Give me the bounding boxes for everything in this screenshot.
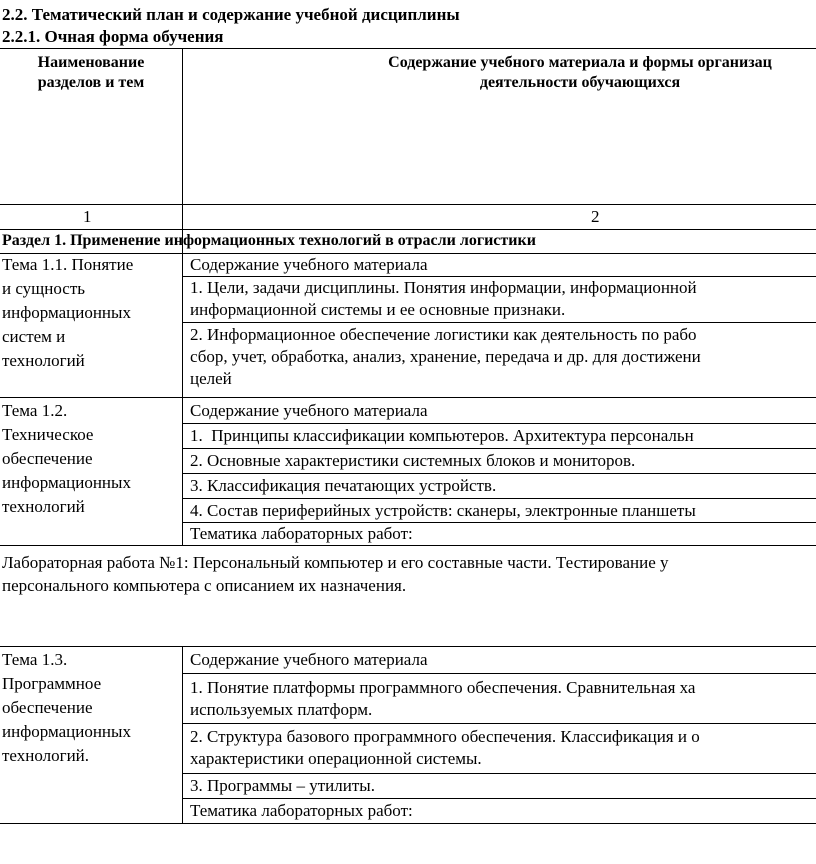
- topic-1-1-content-label: Содержание учебного материала: [190, 255, 428, 274]
- topic-1-1-item-2: 2. Информационное обеспечение логистики как деятельность по рабо сбор, учет, обработка, анализ, хранение, передача и др. для достижени целей: [190, 325, 701, 388]
- lab-work-1-text: Лабораторная работа №1: Персональный компьютер и его составные части. Тестирование у персонального компьютера с описанием их назначения.: [2, 553, 669, 595]
- header-col-content: Содержание учебного материала и формы организац деятельности обучающихся: [388, 54, 772, 91]
- topic-1-2-lab-label: Тематика лабораторных работ:: [190, 524, 413, 543]
- topic-1-2-title: Тема 1.2. Техническое обеспечение информационных технологий: [2, 401, 131, 516]
- topic-1-2-item-1: 1. Принципы классификации компьютеров. Архитектура персональн: [190, 426, 694, 445]
- topic-1-3-title: Тема 1.3. Программное обеспечение информационных технологий.: [2, 650, 131, 765]
- topic-1-3-lab-label: Тематика лабораторных работ:: [190, 801, 413, 820]
- topic-1-1-title: Тема 1.1. Понятие и сущность информационных систем и технологий: [2, 255, 134, 370]
- topic-1-3-content-label: Содержание учебного материала: [190, 650, 428, 669]
- topic-1-2-item-4: 4. Состав периферийных устройств: сканеры, электронные планшеты: [190, 501, 696, 520]
- header-col-number-1: 1: [83, 207, 92, 226]
- topic-1-3-item-3: 3. Программы – утилиты.: [190, 776, 375, 795]
- topic-1-3-item-1: 1. Понятие платформы программного обеспечения. Сравнительная ха используемых платформ.: [190, 678, 696, 719]
- heading-section-2-2: 2.2. Тематический план и содержание учебной дисциплины: [2, 5, 460, 24]
- section-1-title: Раздел 1. Применение информационных технологий в отрасли логистики: [2, 232, 536, 249]
- heading-section-2-2-1: 2.2.1. Очная форма обучения: [2, 27, 224, 46]
- topic-1-2-item-3: 3. Классификация печатающих устройств.: [190, 476, 497, 495]
- header-col-number-2: 2: [591, 207, 600, 226]
- topic-1-2-content-label: Содержание учебного материала: [190, 401, 428, 420]
- header-col-names: Наименование разделов и тем: [37, 54, 145, 91]
- topic-1-2-item-2: 2. Основные характеристики системных блоков и мониторов.: [190, 451, 636, 470]
- topic-1-1-item-1: 1. Цели, задачи дисциплины. Понятия информации, информационной информационной системы и ее основные признаки.: [190, 278, 697, 319]
- topic-1-3-item-2: 2. Структура базового программного обеспечения. Классификация и о характеристики операционной системы.: [190, 727, 700, 768]
